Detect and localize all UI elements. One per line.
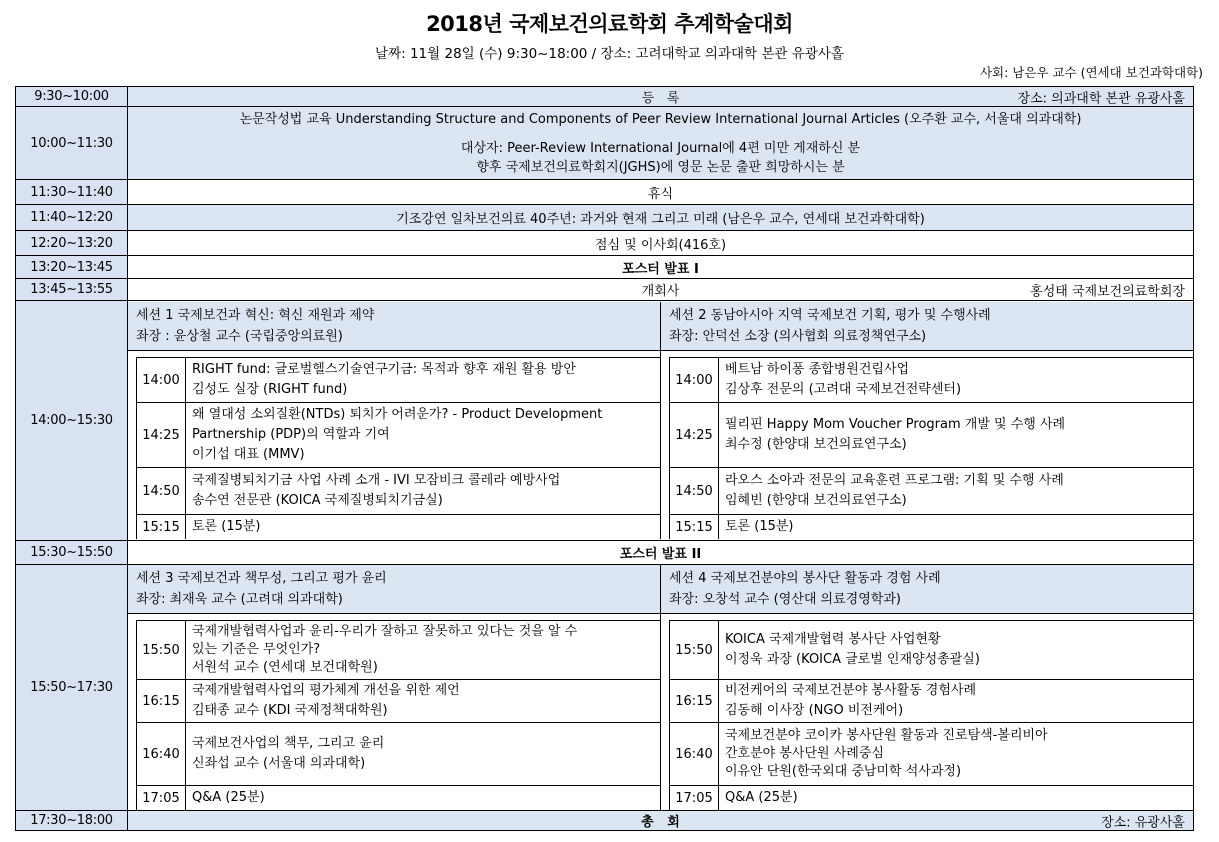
talk-row — [669, 785, 1193, 810]
session-2 — [660, 302, 1193, 539]
talk-time: 16:15 — [137, 680, 186, 722]
talk-title: 필리핀 Happy Mom Voucher Program 개발 및 수행 사례 — [725, 417, 1066, 432]
workshop-target: 대상자: Peer-Review International Journal에 4편 미만 게재하신 분 — [460, 140, 861, 156]
opening-speaker: 홍성태 국제보건의료학회장 — [1030, 284, 1185, 299]
opening-cell — [128, 279, 1194, 301]
talk-title: 국제개발협력사업과 윤리-우리가 잘하고 잘못하고 있다는 것을 알 수 — [192, 624, 578, 639]
talk-time: 14:00 — [670, 358, 719, 402]
talk-speaker: 신좌섭 교수 (서울대 의과대학) — [192, 756, 366, 771]
session-1-title: 세션 1 국제보건과 혁신: 혁신 재원과 제약 — [136, 308, 375, 323]
talk-title: 베트남 하이퐁 종합병원건립사업 — [725, 362, 910, 377]
registration-location: 장소: 의과대학 본관 유광사홀 — [1017, 91, 1185, 106]
page-title: 2018년 국제보건의료학회 추계학술대회 — [426, 12, 793, 36]
schedule-table — [15, 86, 1194, 831]
talk-speaker: 서원석 교수 (연세대 보건대학원) — [192, 660, 378, 675]
talk-speaker: 송수연 전문관 (KOICA 국제질병퇴치기금실) — [192, 493, 443, 508]
session-1-chair: 좌장 : 윤상철 교수 (국립중앙의료원) — [136, 329, 343, 344]
talk-title: 국제질병퇴치기금 사업 사례 소개 - IVI 모잠비크 콜레라 예방사업 — [192, 473, 561, 488]
session-block-2 — [128, 565, 1194, 811]
talk-time: 16:40 — [137, 723, 186, 785]
talk-row — [669, 467, 1193, 514]
talk-row — [669, 402, 1193, 467]
talk-speaker: 이유안 단원(한국외대 중남미학 석사과정) — [725, 764, 962, 779]
talk-time: 14:00 — [137, 358, 186, 402]
break-cell: 휴식 — [128, 180, 1194, 205]
talk-time: 15:15 — [137, 515, 186, 539]
talk-row — [669, 357, 1193, 402]
host-info: 사회: 남은우 교수 (연세대 보건과학대학) — [979, 65, 1203, 80]
talk-title: 토론 (15분) — [192, 519, 261, 534]
talk-row — [136, 514, 660, 539]
talk-row — [136, 785, 660, 810]
workshop-title: 논문작성법 교육 Understanding Structure and Components of Peer Review International Journal Articles (오주환 교수, 서울대 의과대학) — [239, 111, 1082, 127]
talk-row — [136, 467, 660, 514]
closing-cell — [128, 811, 1194, 831]
talk-speaker: 김태종 교수 (KDI 국제정책대학원) — [192, 703, 388, 718]
talk-time: 16:40 — [670, 723, 719, 785]
keynote-cell: 기조강연 일차보건의료 40주년: 과거와 현재 그리고 미래 (남은우 교수, 연세대 보건과학대학) — [128, 205, 1194, 231]
talk-row — [669, 620, 1193, 679]
row-registration — [16, 87, 1194, 107]
poster-2-cell: 포스터 발표 II — [128, 541, 1194, 565]
session-2-title: 세션 2 동남아시아 지역 국제보건 기획, 평가 및 수행사례 — [669, 308, 991, 323]
talk-speaker: 김성도 실장 (RIGHT fund) — [192, 382, 348, 397]
talk-speaker: 김상후 전문의 (고려대 국제보건전략센터) — [725, 382, 962, 397]
row-opening — [16, 279, 1194, 301]
time-cell: 13:20~13:45 — [16, 256, 128, 279]
talk-title: 국제보건분야 코이카 봉사단원 활동과 진로탐색-볼리비아 — [725, 728, 1048, 743]
time-cell: 13:45~13:55 — [16, 279, 128, 301]
registration-cell — [128, 87, 1194, 107]
talk-row — [136, 620, 660, 679]
talk-title: 토론 (15분) — [725, 519, 794, 534]
row-break — [16, 180, 1194, 205]
workshop-target-2: 향후 국제보건의료학회지(JGHS)에 영문 논문 출판 희망하시는 분 — [476, 159, 845, 175]
talk-title: KOICA 국제개발협력 봉사단 사업현황 — [725, 632, 941, 647]
talk-title: 왜 열대성 소외질환(NTDs) 퇴치가 어려운가? - Product Development — [192, 407, 603, 422]
time-cell: 10:00~11:30 — [16, 107, 128, 180]
session-2-chair: 좌장: 안덕선 소장 (의사협회 의료정책연구소) — [669, 329, 927, 344]
talk-speaker: 김동해 이사장 (NGO 비전케어) — [725, 703, 904, 718]
talk-time: 14:50 — [670, 468, 719, 514]
talk-title: 비전케어의 국제보건분야 봉사활동 경험사례 — [725, 683, 976, 698]
session-4-chair: 좌장: 오창석 교수 (영산대 의료경영학과) — [669, 592, 901, 607]
talk-speaker: 임혜빈 (한양대 보건의료연구소) — [725, 493, 907, 508]
talk-row — [136, 357, 660, 402]
row-poster-2 — [16, 541, 1194, 565]
session-4-title: 세션 4 국제보건분야의 봉사단 활동과 경험 사례 — [669, 571, 941, 586]
talk-time: 14:50 — [137, 468, 186, 514]
workshop-cell — [128, 107, 1194, 180]
poster-1-cell: 포스터 발표 I — [128, 256, 1194, 279]
talk-row — [136, 722, 660, 785]
talk-row — [669, 679, 1193, 722]
session-3 — [128, 565, 660, 810]
time-cell: 17:30~18:00 — [16, 811, 128, 831]
time-cell: 11:30~11:40 — [16, 180, 128, 205]
row-poster-1 — [16, 256, 1194, 279]
talk-title: Q&A (25분) — [725, 790, 798, 805]
talk-time: 14:25 — [670, 403, 719, 467]
talk-time: 14:25 — [137, 403, 186, 467]
lunch-cell: 점심 및 이사회(416호) — [128, 231, 1194, 256]
row-session-block-1 — [16, 301, 1194, 541]
time-cell: 9:30~10:00 — [16, 87, 128, 107]
talk-time: 15:50 — [137, 621, 186, 679]
talk-title-2: Partnership (PDP)의 역할과 기여 — [192, 427, 390, 442]
talk-row — [669, 514, 1193, 539]
session-1 — [128, 302, 660, 539]
talk-time: 15:50 — [670, 621, 719, 679]
talk-row — [136, 402, 660, 467]
talk-title: 라오스 소아과 전문의 교육훈련 프로그램: 기획 및 수행 사례 — [725, 473, 1064, 488]
row-session-block-2 — [16, 565, 1194, 811]
talk-title: RIGHT fund: 글로벌헬스기술연구기금: 목적과 향후 재원 활용 방안 — [192, 362, 576, 377]
row-keynote — [16, 205, 1194, 231]
talk-speaker: 이기섭 대표 (MMV) — [192, 447, 305, 462]
session-3-chair: 좌장: 최재욱 교수 (고려대 의과대학) — [136, 592, 343, 607]
talk-time: 17:05 — [670, 786, 719, 810]
talk-time: 17:05 — [137, 786, 186, 810]
talk-title-2: 간호분야 봉사단원 사례중심 — [725, 746, 884, 761]
time-cell: 14:00~15:30 — [16, 301, 128, 541]
talk-row — [669, 722, 1193, 785]
closing-location: 장소: 유광사홀 — [1101, 815, 1185, 830]
talk-time: 15:15 — [670, 515, 719, 539]
closing-title: 총 회 — [641, 815, 680, 830]
time-cell: 15:30~15:50 — [16, 541, 128, 565]
talk-speaker: 최수정 (한양대 보건의료연구소) — [725, 437, 907, 452]
row-workshop — [16, 107, 1194, 180]
talk-title-2: 있는 기준은 무엇인가? — [192, 642, 321, 657]
talk-row — [136, 679, 660, 722]
talk-title: 국제보건사업의 책무, 그리고 윤리 — [192, 736, 385, 751]
event-date-location: 날짜: 11월 28일 (수) 9:30~18:00 / 장소: 고려대학교 의과대학 본관 유광사홀 — [375, 46, 844, 62]
row-lunch — [16, 231, 1194, 256]
time-cell: 12:20~13:20 — [16, 231, 128, 256]
session-block-1 — [128, 301, 1194, 541]
session-4 — [660, 565, 1193, 810]
session-3-title: 세션 3 국제보건과 책무성, 그리고 평가 윤리 — [136, 571, 387, 586]
talk-title: Q&A (25분) — [192, 790, 265, 805]
time-cell: 15:50~17:30 — [16, 565, 128, 811]
time-cell: 11:40~12:20 — [16, 205, 128, 231]
opening-title: 개회사 — [641, 284, 680, 299]
talk-time: 16:15 — [670, 680, 719, 722]
registration-title: 등 록 — [641, 91, 680, 106]
row-closing — [16, 811, 1194, 831]
talk-speaker: 이정욱 과장 (KOICA 글로벌 인재양성총괄실) — [725, 652, 980, 667]
talk-title: 국제개발협력사업의 평가체계 개선을 위한 제언 — [192, 683, 460, 698]
